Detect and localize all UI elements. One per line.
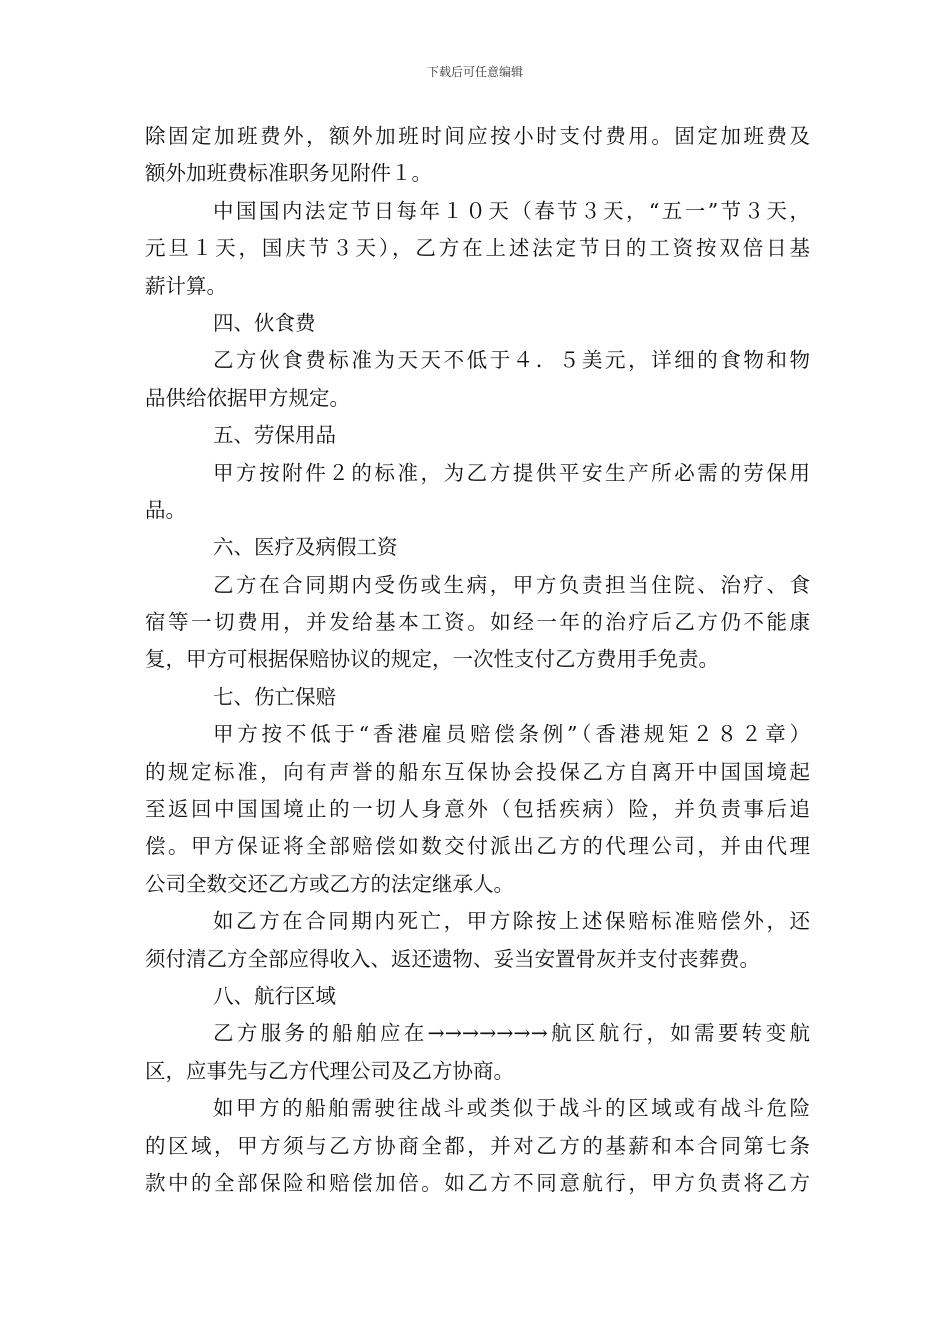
text-line: 宿等一切费用，并发给基本工资。如经一年的治疗后乙方仍不能康 — [145, 610, 810, 635]
section-heading-navigation-area — [145, 978, 810, 1015]
text-line: 区，应事先与乙方代理公司及乙方协商。 — [145, 1058, 514, 1083]
text-line: 须付清乙方全部应得收入、返还遗物、妥当安置骨灰并支付丧葬费。 — [145, 946, 760, 971]
text-line: 复，甲方可根据保赔协议的规定，一次性支付乙方费用手免责。 — [145, 647, 719, 672]
section-heading-text: 八、航行区域 — [213, 983, 336, 1008]
text-line: 额外加班费标准职务见附件１。 — [145, 161, 432, 186]
text-line: 如乙方在合同期内死亡，甲方除按上述保赔标准赔偿外，还 — [213, 909, 810, 934]
section-heading-meals — [145, 305, 810, 342]
text-line: 至返回中国国境止的一切人身意外（包括疾病）险，并负责事后追 — [145, 797, 810, 822]
text-line: 薪计算。 — [145, 273, 227, 298]
text-line: 品供给依据甲方规定。 — [145, 385, 350, 410]
text-line: 乙方服务的船舶应在→→→→→→→航区航行，如需要转变航 — [213, 1021, 810, 1046]
page-header-note: 下载后可任意编辑 — [426, 65, 523, 79]
text-line: 款中的全部保险和赔偿加倍。如乙方不同意航行，甲方负责将乙方 — [145, 1170, 810, 1195]
paragraph-holidays — [145, 193, 810, 305]
paragraph-death — [145, 903, 810, 978]
text-line: 公司全数交还乙方或乙方的法定继承人。 — [145, 871, 514, 896]
section-heading-protective-equipment — [145, 417, 810, 454]
text-line: 中国国内法定节日每年１０天（春节３天，“五一”节３天， — [213, 198, 810, 223]
text-line: 偿。甲方保证将全部赔偿如数交付派出乙方的代理公司，并由代理 — [145, 834, 810, 859]
section-heading-medical — [145, 529, 810, 566]
section-heading-text: 五、劳保用品 — [213, 423, 336, 448]
text-line: 的区域，甲方须与乙方协商全都，并对乙方的基薪和本合同第七条 — [145, 1133, 810, 1158]
paragraph-war-zone — [145, 1090, 810, 1202]
section-heading-text: 四、伙食费 — [213, 310, 316, 335]
text-line: 除固定加班费外，额外加班时间应按小时支付费用。固定加班费及 — [145, 124, 810, 148]
text-line: 乙方伙食费标准为天天不低于４．５美元，详细的食物和物 — [213, 348, 810, 373]
section-heading-text: 七、伤亡保赔 — [213, 684, 336, 709]
text-line: 甲方按不低于“香港雇员赔偿条例”（香港规矩２８２章） — [213, 722, 810, 747]
section-heading-insurance — [145, 679, 810, 716]
paragraph-insurance — [145, 716, 810, 903]
section-heading-text: 六、医疗及病假工资 — [213, 535, 398, 560]
paragraph-meals — [145, 342, 810, 417]
text-line: 乙方在合同期内受伤或生病，甲方负责担当住院、治疗、食 — [213, 572, 810, 597]
paragraph-protective-equipment — [145, 455, 810, 530]
paragraph-overtime-continued — [145, 118, 810, 193]
text-line: 甲方按附件２的标准，为乙方提供平安生产所必需的劳保用 — [213, 460, 810, 485]
text-line: 元旦１天，国庆节３天），乙方在上述法定节日的工资按双倍日基 — [145, 236, 810, 261]
paragraph-navigation-area — [145, 1015, 810, 1090]
paragraph-medical — [145, 567, 810, 679]
text-line: 品。 — [145, 497, 186, 522]
text-line: 如甲方的船舶需驶往战斗或类似于战斗的区域或有战斗危险 — [213, 1096, 810, 1121]
document-body — [145, 118, 810, 1202]
text-line: 的规定标准，向有声誉的船东互保协会投保乙方自离开中国国境起 — [145, 759, 810, 784]
